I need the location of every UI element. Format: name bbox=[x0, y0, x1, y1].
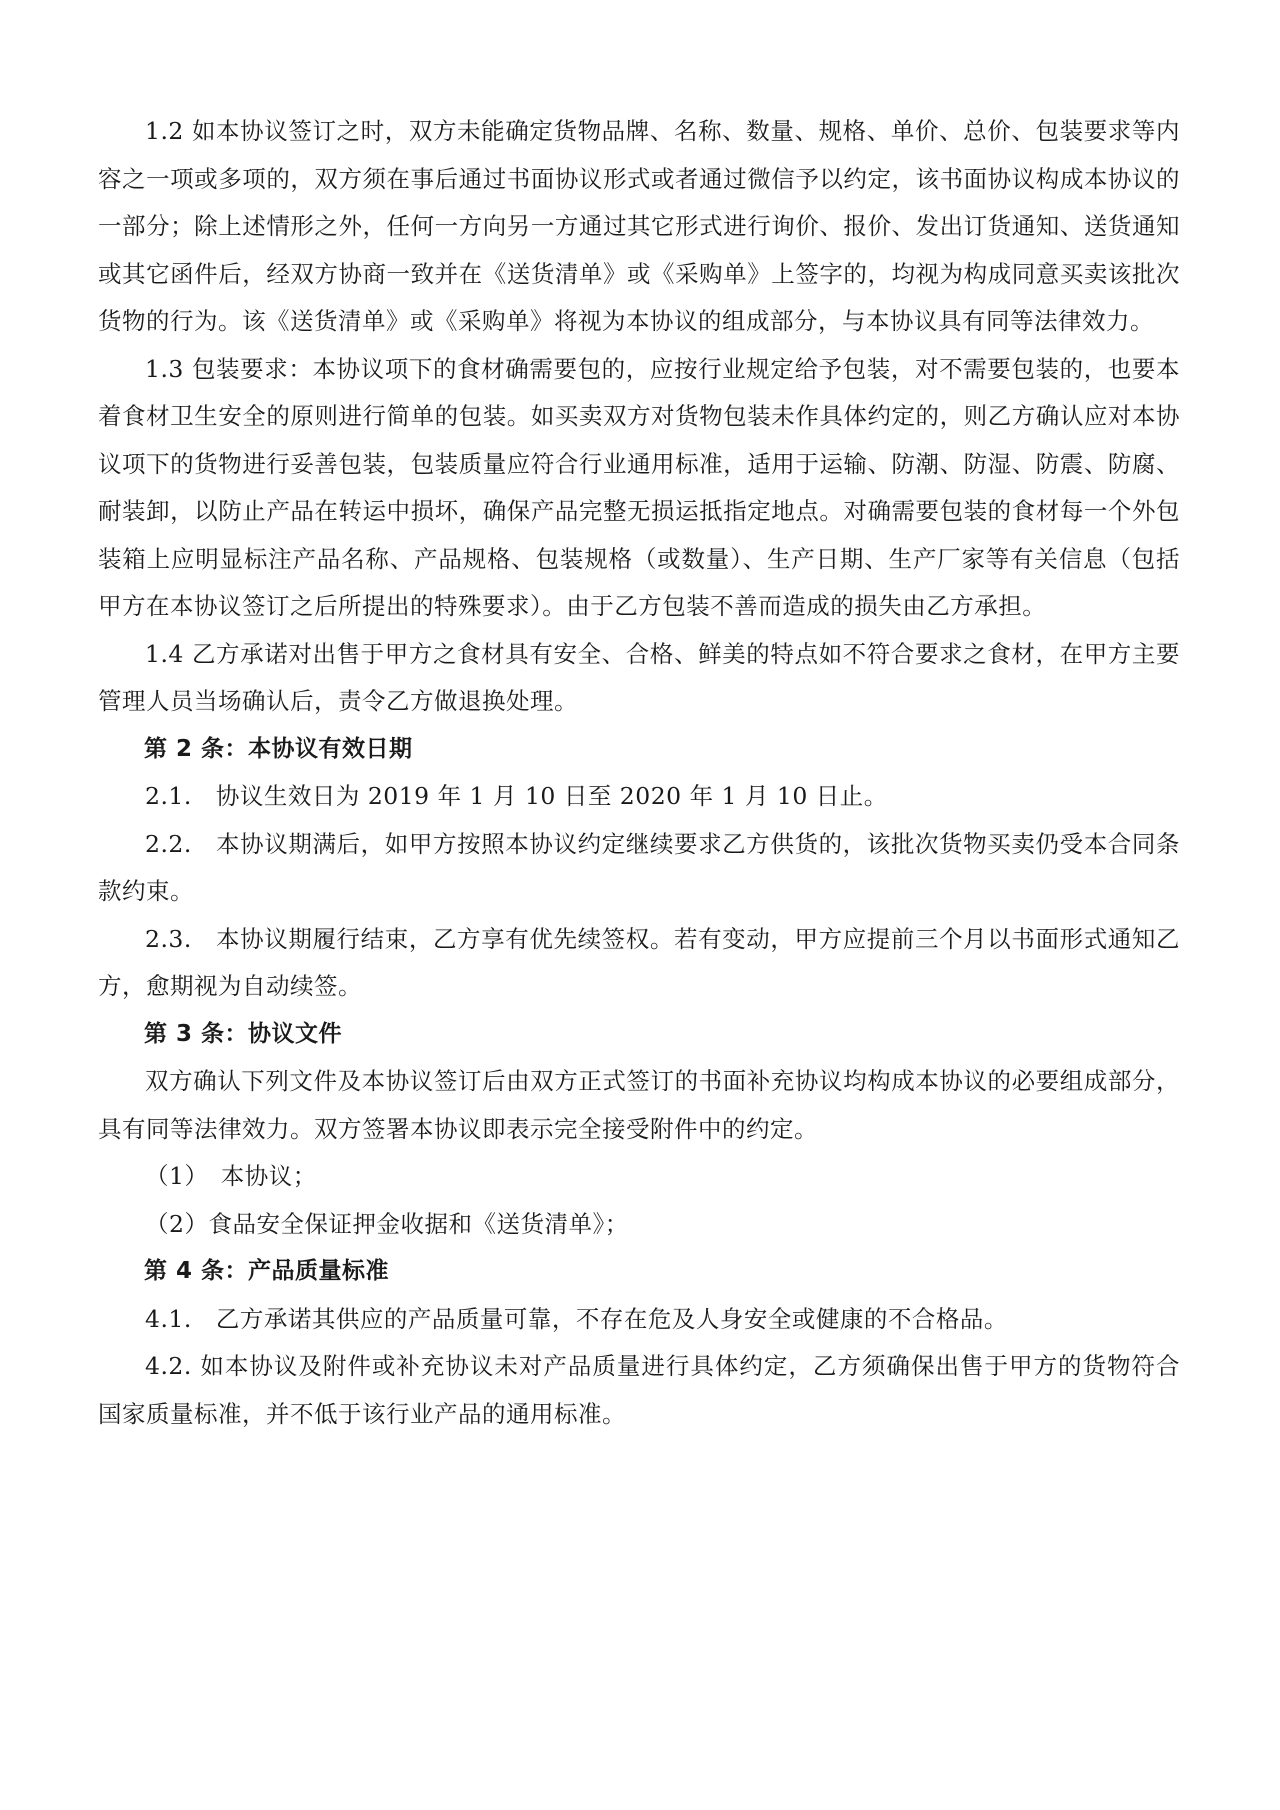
clause-4-2: 4.2. 如本协议及附件或补充协议未对产品质量进行具体约定，乙方须确保出售于甲方的货物符合国家质量标准，并不低于该行业产品的通用标准。 bbox=[98, 1352, 1180, 1428]
document-item-2: （2）食品安全保证押金收据和《送货清单》； bbox=[145, 1209, 629, 1238]
clause-4-1: 4.1. 乙方承诺其供应的产品质量可靠，不存在危及人身安全或健康的不合格品。 bbox=[145, 1304, 1008, 1333]
clause-2-3: 2.3. 本协议期履行结束，乙方享有优先续签权。若有变动，甲方应提前三个月以书面形式通知乙方，愈期视为自动续签。 bbox=[98, 924, 1180, 1000]
article-4-heading: 第 4 条：产品质量标准 bbox=[144, 1258, 390, 1284]
document-item-1: （1） 本协议； bbox=[145, 1162, 317, 1190]
clause-2-1: 2.1. 协议生效日为 2019 年 1 月 10 日至 2020 年 1 月 10 日止。 bbox=[145, 782, 888, 810]
article-3-intro: 双方确认下列文件及本协议签订后由双方正式签订的书面补充协议均构成本协议的必要组成部分，具有同等法律效力。双方签署本协议即表示完全接受附件中的约定。 bbox=[98, 1067, 1180, 1143]
article-2-heading: 第 2 条：本协议有效日期 bbox=[144, 735, 413, 762]
document-page bbox=[98, 108, 1180, 1438]
article-3-heading: 第 3 条：协议文件 bbox=[144, 1020, 343, 1047]
clause-1-3: 1.3 包装要求：本协议项下的食材确需要包的，应按行业规定给予包装，对不需要包装的，也要本着食材卫生安全的原则进行简单的包装。如买卖双方对货物包装未作具体约定的，则乙方确认应对本协议项下的货物进行妥善包装，包装质量应符合行业通用标准，适用于运输、防潮、防湿、防震、防腐、耐装卸，以防止产品在转运中损坏，确保产品完整无损运抵指定地点。对确需要包装的食材每一个外包装箱上应明显标注产品名称、产品规格、包装规格（或数量）、生产日期、生产厂家等有关信息（包括甲方在本协议签订之后所提出的特殊要求）。由于乙方包装不善而造成的损失由乙方承担。 bbox=[98, 354, 1180, 620]
clause-1-2: 1.2 如本协议签订之时，双方未能确定货物品牌、名称、数量、规格、单价、总价、包装要求等内容之一项或多项的，双方须在事后通过书面协议形式或者通过微信予以约定，该书面协议构成本协议的一部分；除上述情形之外，任何一方向另一方通过其它形式进行询价、报价、发出订货通知、送货通知或其它函件后，经双方协商一致并在《送货清单》或《采购单》上签字的，均视为构成同意买卖该批次货物的行为。该《送货清单》或《采购单》将视为本协议的组成部分，与本协议具有同等法律效力。 bbox=[98, 117, 1180, 335]
clause-2-2: 2.2. 本协议期满后，如甲方按照本协议约定继续要求乙方供货的，该批次货物买卖仍受本合同条款约束。 bbox=[98, 829, 1180, 905]
clause-1-4: 1.4 乙方承诺对出售于甲方之食材具有安全、合格、鲜美的特点如不符合要求之食材，在甲方主要管理人员当场确认后，责令乙方做退换处理。 bbox=[98, 639, 1180, 715]
